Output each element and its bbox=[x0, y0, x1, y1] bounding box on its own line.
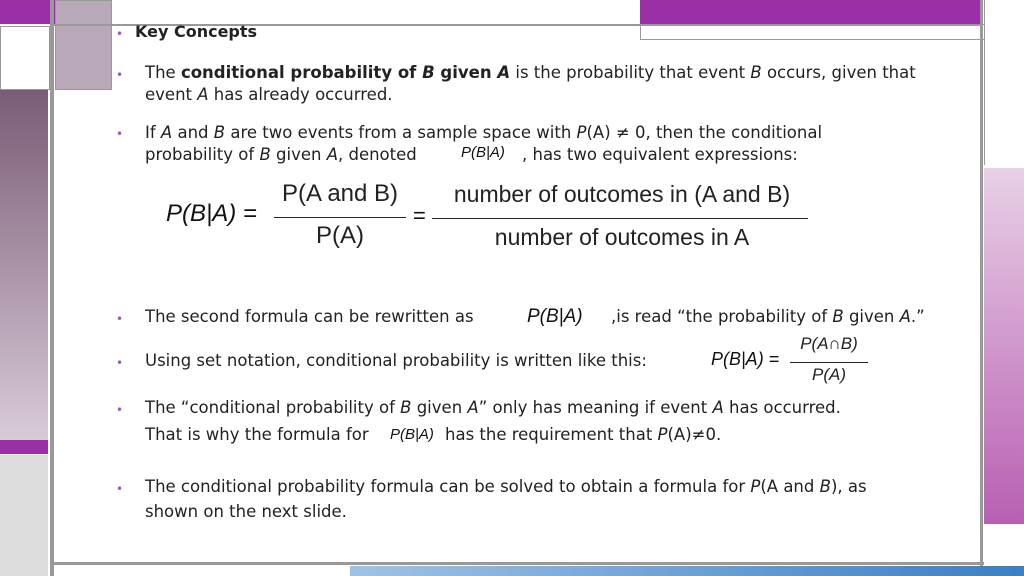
right-white-box bbox=[984, 0, 1024, 165]
bullet-3-read: ,is read “the probability of B given A.” bbox=[611, 307, 925, 326]
top-right-box bbox=[640, 24, 1024, 40]
left-gradient-bar bbox=[0, 90, 48, 440]
bottom-blue-bar bbox=[350, 566, 1024, 576]
bullet-2-line-1: If A and B are two events from a sample space with P(A) ≠ 0, then the conditional bbox=[145, 123, 823, 142]
bullet-6-line-2: shown on the next slide. bbox=[145, 502, 347, 521]
right-pink-gradient bbox=[984, 168, 1024, 524]
formula-eq-2: = bbox=[413, 203, 426, 228]
formula-bar-1 bbox=[274, 217, 406, 218]
bullet-1-line-1: The conditional probability of B given A is the probability that event B occurs, given that bbox=[145, 63, 916, 82]
left-purple-strip bbox=[0, 440, 48, 454]
bullet-5-line-2-end: has the requirement that P(A)≠0. bbox=[445, 425, 722, 444]
top-purple-bar bbox=[640, 0, 980, 24]
left-vertical-line bbox=[50, 0, 54, 576]
bullet-2-line-2-end: , has two equivalent expressions: bbox=[522, 145, 798, 164]
set-formula-bar bbox=[790, 362, 868, 363]
formula-num-2: number of outcomes in (A and B) bbox=[453, 181, 791, 207]
formula-lhs: P(B|A) = bbox=[166, 200, 257, 227]
left-mauve-box bbox=[55, 0, 112, 90]
denoted-notation: P(B|A) bbox=[461, 144, 505, 161]
set-formula-num: P(A∩B) bbox=[800, 334, 858, 353]
bullet-3-notation: P(B|A) bbox=[527, 306, 583, 327]
formula-den-1: P(A) bbox=[316, 222, 364, 249]
bullet: • bbox=[116, 27, 124, 41]
key-concepts-heading: Key Concepts bbox=[135, 22, 258, 41]
bullet-1-line-2: event A has already occurred. bbox=[145, 85, 393, 104]
bullet-3-text: The second formula can be rewritten as bbox=[145, 307, 474, 326]
bullet-5-line-1: The “conditional probability of B given A” only has meaning if event A has occurred. bbox=[145, 398, 841, 417]
set-formula-lhs: P(B|A) = bbox=[711, 349, 780, 369]
bullet: • bbox=[116, 403, 124, 417]
bullet: • bbox=[116, 312, 124, 326]
left-light-box bbox=[0, 26, 50, 90]
bullet-6-line-1: The conditional probability formula can be solved to obtain a formula for P(A and B), as bbox=[145, 477, 867, 496]
formula-num-1: P(A and B) bbox=[281, 180, 399, 207]
bullet: • bbox=[116, 482, 124, 496]
bullet: • bbox=[116, 356, 124, 370]
bottom-gray-line bbox=[54, 562, 984, 565]
set-formula-den: P(A) bbox=[812, 365, 846, 384]
right-vertical-line bbox=[980, 0, 983, 576]
formula-bar-2 bbox=[432, 218, 808, 219]
bullet-5-notation: P(B|A) bbox=[390, 426, 434, 443]
formula-den-2: number of outcomes in A bbox=[494, 224, 750, 250]
bullet-5-line-2: That is why the formula for bbox=[145, 425, 369, 444]
bullet-4-text: Using set notation, conditional probability is written like this: bbox=[145, 351, 647, 370]
bullet: • bbox=[116, 127, 124, 141]
left-gray-box bbox=[0, 455, 48, 576]
bullet: • bbox=[116, 68, 124, 82]
bullet-2-line-2: probability of B given A, denoted bbox=[145, 145, 417, 164]
